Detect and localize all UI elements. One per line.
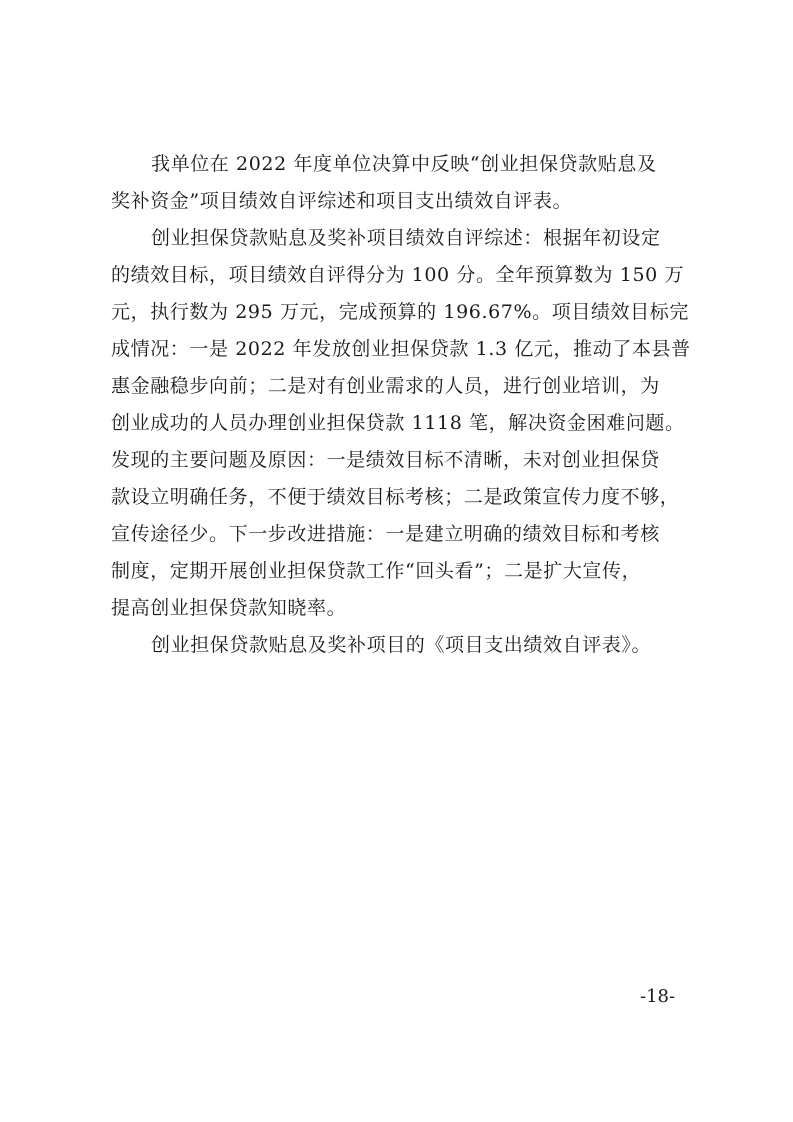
text-line: 制度，定期开展创业担保贷款工作“回头看”；二是扩大宣传， <box>111 560 642 582</box>
text-line: 成情况：一是 2022 年发放创业担保贷款 1.3 亿元，推动了本县普 <box>111 338 691 360</box>
text-line: 款设立明确任务，不便于绩效目标考核；二是政策宣传力度不够， <box>111 486 680 508</box>
paragraph-summary <box>111 220 689 627</box>
text-line: 元，执行数为 295 万元，完成预算的 196.67%。项目绩效目标完 <box>111 301 689 323</box>
document-body <box>111 146 689 664</box>
paragraph-table-reference <box>111 627 689 664</box>
text-line: 我单位在 2022 年度单位决算中反映“创业担保贷款贴息及 <box>151 153 657 175</box>
text-line: 宣传途径少。下一步改进措施：一是建立明确的绩效目标和考核 <box>111 523 660 545</box>
paragraph-intro <box>111 146 689 220</box>
text-line: 发现的主要问题及原因：一是绩效目标不清晰，未对创业担保贷 <box>111 449 660 471</box>
text-line: 创业成功的人员办理创业担保贷款 1118 笔，解决资金困难问题。 <box>111 412 685 434</box>
page-number: -18- <box>640 986 676 1007</box>
text-line: 创业担保贷款贴息及奖补项目绩效自评综述：根据年初设定 <box>151 227 661 249</box>
text-line: 的绩效目标，项目绩效自评得分为 100 分。全年预算数为 150 万 <box>111 264 685 286</box>
text-line: 提高创业担保贷款知晓率。 <box>111 597 347 619</box>
text-line: 奖补资金”项目绩效自评综述和项目支出绩效自评表。 <box>111 190 573 212</box>
text-line: 惠金融稳步向前；二是对有创业需求的人员，进行创业培训，为 <box>111 375 660 397</box>
text-line: 创业担保贷款贴息及奖补项目的《项目支出绩效自评表》。 <box>151 634 652 656</box>
